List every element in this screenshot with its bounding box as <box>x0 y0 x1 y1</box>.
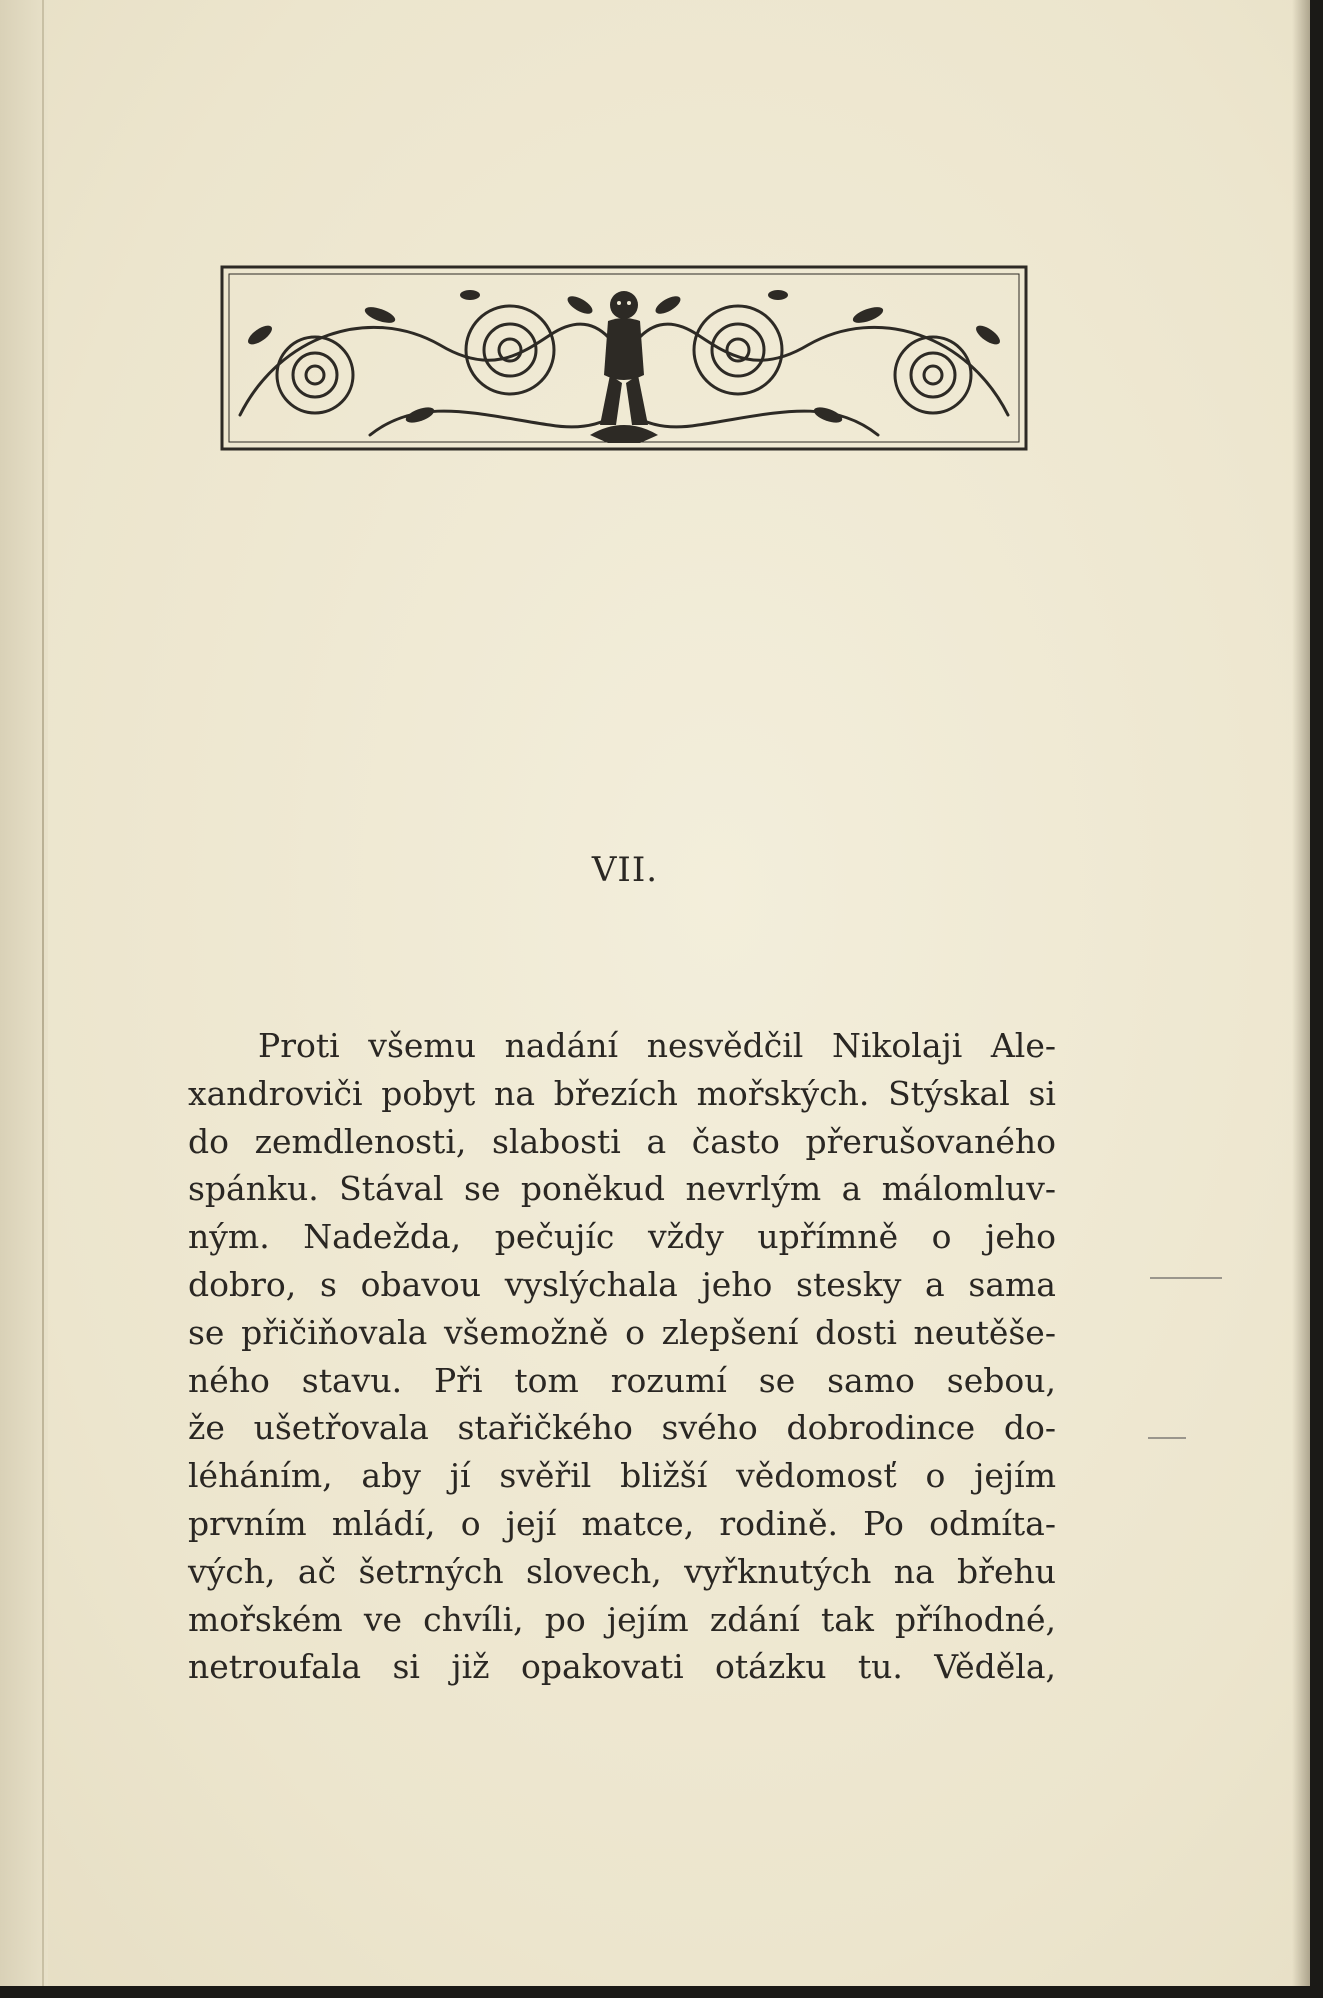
text-line: dobro, s obavou vyslýchala jeho stesky a sama <box>188 1264 1056 1304</box>
text-line: vých, ač šetrných slovech, vyřknutých na břehu <box>188 1551 1056 1591</box>
page-edge-shadow <box>1292 0 1310 1986</box>
text-line: xandroviči pobyt na březích mořských. Stýskal si <box>188 1073 1056 1113</box>
text-line: Proti všemu nadání nesvědčil Nikolaji Ale- <box>258 1026 1056 1065</box>
spine-line <box>42 0 44 1986</box>
text-line: spánku. Stával se poněkud nevrlým a málomluv- <box>188 1169 1056 1209</box>
text-line: mořském ve chvíli, po jejím zdání tak příhodné, <box>188 1599 1056 1639</box>
text-line: ným. Nadežda, pečujíc vždy upřímně o jeho <box>188 1217 1056 1257</box>
chapter-number: VII. <box>591 850 659 890</box>
margin-pencil-mark <box>1150 1277 1222 1279</box>
body-paragraph <box>188 1022 1056 1691</box>
text-line: do zemdlenosti, slabosti a často přerušovaného <box>188 1121 1056 1161</box>
text-line: netroufala si již opakovati otázku tu. Věděla, <box>188 1647 1056 1687</box>
text-line: že ušetřovala stařičkého svého dobrodince do- <box>188 1408 1056 1448</box>
floral-headpiece-icon <box>220 265 1028 451</box>
gutter-shadow <box>0 0 48 1986</box>
text-line: léháním, aby jí svěřil bližší vědomosť o jejím <box>188 1456 1056 1496</box>
text-line: se přičiňovala všemožně o zlepšení dosti neutěše- <box>188 1312 1056 1352</box>
text-line: ného stavu. Při tom rozumí se samo sebou, <box>188 1360 1056 1400</box>
headpiece-ornament <box>220 265 1028 451</box>
text-line: prvním mládí, o její matce, rodině. Po odmíta- <box>188 1503 1056 1543</box>
margin-pencil-mark <box>1148 1437 1186 1439</box>
